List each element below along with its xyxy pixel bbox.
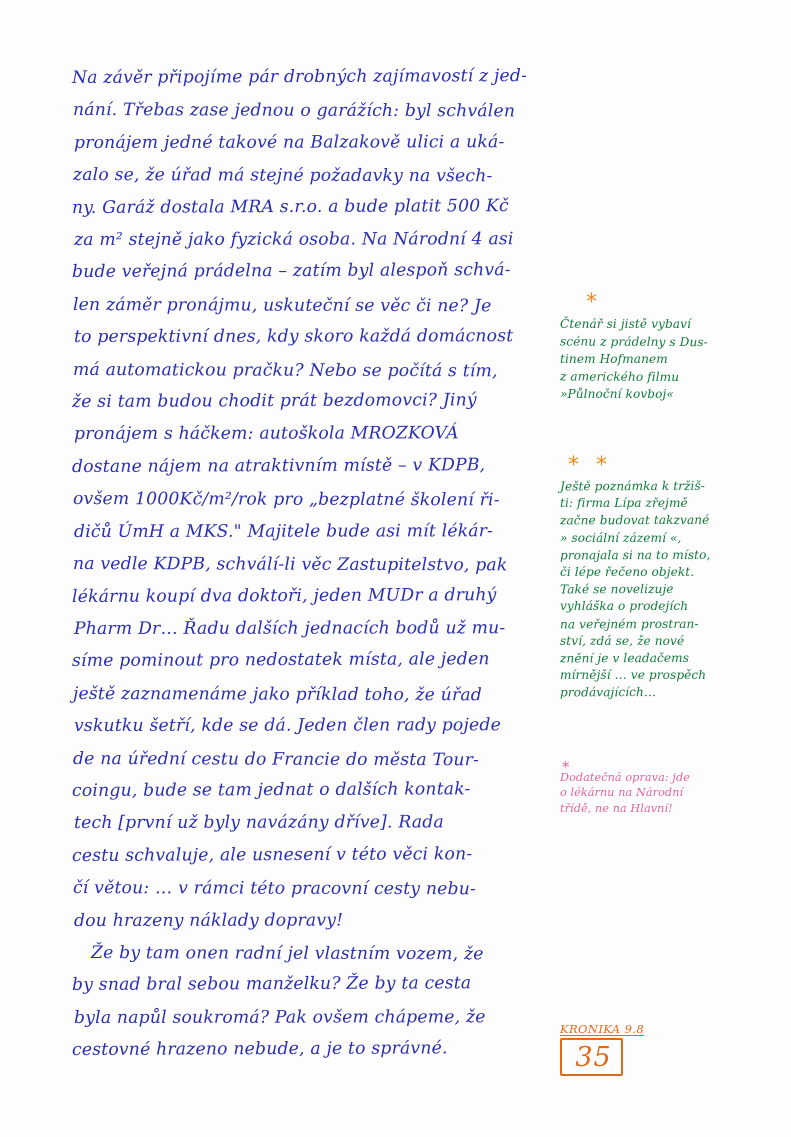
margin-note-first (560, 316, 780, 404)
asterisk-marker-icon: * (596, 453, 607, 478)
body-line: pronájem s háčkem: autoškola MROZKOVÁ (73, 423, 459, 445)
asterisk-marker-icon: * (562, 758, 570, 776)
margin-note-line: pronajala si na to místo, (559, 547, 711, 563)
body-line: de na úřední cestu do Francie do města Tour- (72, 748, 480, 770)
margin-note-line: z amerického filmu (559, 369, 680, 384)
page-number-box (560, 1038, 623, 1076)
publication-label: KRONIKA 9.8 (560, 1022, 645, 1036)
margin-note-line: vyhláška o prodejích (560, 599, 689, 614)
asterisk-marker-icon: * (586, 290, 597, 315)
margin-note-second (560, 478, 782, 702)
body-line: má automatickou pračku? Nebo se počítá s tím, (72, 359, 498, 381)
body-line: za m² stejně jako fyzická osoba. Na Národní 4 asi (73, 229, 514, 251)
body-line: síme pominout pro nedostatek místa, ale jeden (71, 649, 490, 672)
margin-note-correction (560, 770, 775, 816)
body-line: zalo se, že úřad má stejné požadavky na všech- (72, 165, 493, 187)
body-line: čí větou: … v rámci této pracovní cesty nebu- (72, 878, 477, 900)
body-line: bude veřejná prádelna – zatím byl alespoň schvá- (71, 260, 511, 283)
body-line: coingu, bude se tam jednat o dalších kontak- (71, 779, 471, 801)
margin-note-line: znění je v leadačems (559, 650, 690, 666)
body-line: cestovné hrazeno nebude, a je to správné. (71, 1038, 448, 1061)
body-line: vskutku šetří, kde se dá. Jeden člen rady pojede (73, 715, 501, 737)
page-number: 35 (575, 1042, 612, 1073)
body-line: pronájem jedné takové na Balzakově ulici a uká- (73, 132, 505, 153)
body-line: že si tam budou chodit prát bezdomovci? Jiný (71, 390, 477, 413)
body-line: ještě zaznamenáme jako příklad toho, že úřad (72, 683, 483, 706)
margin-note-line: Čtenář si jistě vybaví (560, 317, 692, 331)
margin-note-line: ti: firma Lípa zřejmě (560, 496, 688, 511)
body-line: ny. Garáž dostala MRA s.r.o. a bude platit 500 Kč (71, 195, 509, 218)
body-line: by snad bral sebou manželku? Že by ta cesta (71, 973, 472, 996)
body-line: dičů ÚmH a MKS." Majitele bude asi mít lékár- (73, 520, 494, 542)
body-line: Že by tam onen radní jel vlastním vozem, že (90, 943, 484, 965)
body-line: lékárnu koupí dva doktoři, jeden MUDr a druhý (71, 584, 497, 607)
margin-note-line: na veřejném prostran- (559, 616, 699, 632)
margin-note-line: »Půlnoční kovboj« (560, 387, 674, 402)
margin-note-line: scénu z prádelny s Dus- (559, 334, 708, 349)
margin-note-line: či lépe řečeno objekt. (560, 565, 695, 580)
margin-note-line: mírnější … ve prospěch (560, 668, 707, 683)
body-line: na vedle KDPB, schválí-li věc Zastupitelstvo, pak (72, 554, 508, 576)
margin-note-line: začne budovat takzvané (559, 513, 710, 528)
body-line: dostane nájem na atraktivním místě – v KDPB, (71, 455, 486, 477)
margin-note-line: prodávajících… (559, 685, 657, 700)
body-line: ovšem 1000Kč/m²/rok pro „bezplatné školení ři- (72, 489, 500, 511)
margin-note-line: třídě, ne na Hlavní! (560, 801, 673, 815)
body-line: to perspektivní dnes, kdy skoro každá domácnost (73, 326, 514, 348)
margin-note-line: Také se novelizuje (559, 582, 674, 597)
body-line: tech [první už byly navázány dříve]. Rada (73, 812, 444, 834)
margin-note-line: Dodatečná oprava: jde (560, 771, 690, 784)
body-line: byla napůl soukromá? Pak ovšem chápeme, že (73, 1007, 486, 1028)
body-line: len záměr pronájmu, uskuteční se věc či ne? Je (72, 294, 492, 317)
asterisk-marker-icon: * (568, 453, 579, 478)
body-line: Na závěr připojíme pár drobných zajímavostí z jed- (71, 66, 528, 88)
margin-note-line: » sociální zázemí «, (560, 530, 682, 545)
handwritten-body-text (72, 62, 542, 1067)
body-line: nání. Třebas zase jednou o garážích: byl schválen (72, 100, 516, 122)
margin-note-line: o lékárnu na Národní (560, 786, 684, 800)
body-line: cestu schvaluje, ale usnesení v této věci kon- (71, 844, 473, 866)
body-line: dou hrazeny náklady dopravy! (73, 910, 344, 931)
margin-note-line: Ještě poznámka k tržiš- (559, 478, 705, 494)
margin-note-line: tinem Hofmanem (560, 352, 668, 367)
margin-note-line: ství, zdá se, že nové (560, 633, 685, 648)
body-line: Pharm Dr… Řadu dalších jednacích bodů už mu- (73, 618, 506, 639)
